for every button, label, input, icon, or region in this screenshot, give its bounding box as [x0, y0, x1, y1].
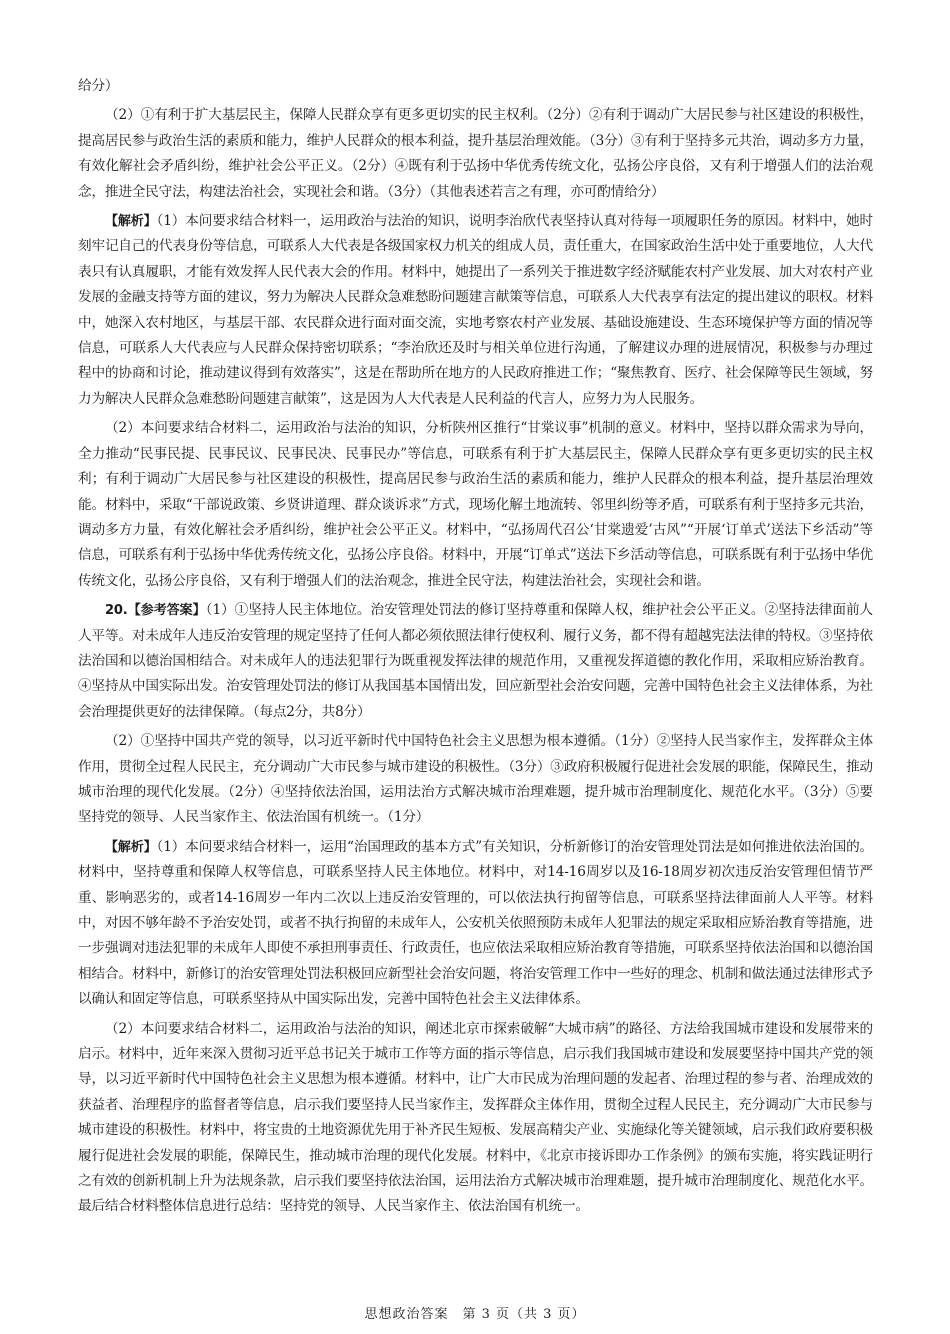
answer-19-part-2 [78, 103, 873, 205]
paragraph-text: （1）①坚持人民主体地位。治安管理处罚法的修订坚持尊重和保障人权，维护社会公平正义。②坚持法律面前人人平等。对未成年人违反治安管理的规定坚持了任何人都必须依照法律行使权利、履行义务，都不得有超越宪法法律的特权。③坚持依法治国和以德治国相结合。对未成年人的违法犯罪行为既重视发挥法律的规范作用，又重视发挥道德的教化作用，采取相应矫治教育。④坚持从中国实际出发。治安管理处罚法的修订从我国基本国情出发，回应新型社会治安问题，完善中国特色社会主义法律体系，为社会治理提供更好的法律保障。（每点2分，共8分） [78, 602, 873, 720]
answer-20-part-2 [78, 729, 873, 831]
paragraph-continuation [78, 74, 873, 99]
page-footer: 思想政治答案 第 3 页（共 3 页） [364, 1307, 586, 1322]
paragraph-text: （1）本问要求结合材料一，运用“治国理政的基本方式”有关知识，分析新修订的治安管理处罚法是如何推进依法治国的。材料中，坚持尊重和保障人权等信息，可联系坚持人民主体地位。材料中，对14-16周岁以及16-18周岁初次违反治安管理但情节严重、影响恶劣的，或者14-16周岁一年内二次以上违反治安管理的，可以依法执行拘留等信息，可联系坚持法律面前人人平等。材料中，对因不够年龄不予治安处罚，或者不执行拘留的未成年人，公安机关依照预防未成年人犯罪法的规定采取相应矫治教育等措施，进一步强调对违法犯罪的未成年人即使不承担刑事责任、行政责任，也应依法采取相应矫治教育等措施，可联系坚持依法治国和以德治国相结合。材料中，新修订的治安管理处罚法积极回应新型社会治安问题，将治安管理工作中一些好的理念、机制和做法通过法律形式予以确认和固定等信息，可联系坚持从中国实际出发，完善中国特色社会主义法律体系。 [78, 838, 873, 1008]
paragraph-text: （2）本问要求结合材料二，运用政治与法治的知识，分析陕州区推行“甘棠议事”机制的意义。材料中，坚持以群众需求为导向，全力推动“民事民提、民事民议、民事民决、民事民办”等信息，可联系有利于扩大基层民主，保障人民群众享有更多更切实的民主权利；有利于调动广大居民参与社区建设的积极性，提高居民参与政治生活的素质和能力，维护人民群众的根本利益，提升基层治理效能。材料中，采取“干部说政策、乡贤讲道理、群众谈诉求”方式，现场化解土地流转、邻里纠纷等矛盾，可联系有利于坚持多元共治，调动多方力量，有效化解社会矛盾纠纷，维护社会公平正义。材料中，“弘扬周代召公‘甘棠遗爱’古风”“开展‘订单式’送法下乡活动”等信息，可联系有利于弘扬中华优秀传统文化，弘扬公序良俗。材料中，开展“订单式”送法下乡活动等信息，可联系既有利于弘扬中华优传统文化，弘扬公序良俗，又有利于增强人们的法治观念，推进全民守法，构建法治社会，实现社会和谐。 [78, 420, 873, 589]
analysis-tag: 【解析】 [105, 214, 157, 230]
reference-answer-tag: 20.【参考答案】 [105, 603, 206, 619]
analysis-19-part-2 [78, 416, 873, 594]
paragraph-text: （2）本问要求结合材料二，运用政治与法治的知识，阐述北京市探索破解“大城市病”的路径、方法给我国城市建设和发展带来的启示。材料中，近年来深入贯彻习近平总书记关于城市工作等方面的指示等信息，启示我们我国城市建设和发展要坚持中国共产党的领导，以习近平新时代中国特色社会主义思想为根本遵循。材料中，让广大市民成为治理问题的发起者、治理过程的参与者、治理成效的获益者、治理程序的监督者等信息，启示我们要坚持人民当家作主，发挥群众主体作用，贯彻全过程人民民主，充分调动广大市民参与城市建设的积极性。材料中，将宝贵的土地资源优先用于补齐民生短板、发展高精尖产业、实施绿化等关键领域，启示我们政府要积极履行促进社会发展的职能，保障民生，推动城市治理的现代化发展。材料中，《北京市接诉即办工作条例》的颁布实施，将实践证明行之有效的创新机制上升为法规条款，启示我们要坚持依法治国，运用法治方式解决城市治理难题，提升城市治理制度化、规范化水平。最后结合材料整体信息进行总结：坚持党的领导、人民当家作主、依法治国有机统一。 [78, 1020, 873, 1215]
analysis-20-part-2 [78, 1017, 873, 1220]
paragraph-text: （2）①坚持中国共产党的领导，以习近平新时代中国特色社会主义思想为根本遵循。（1分）②坚持人民当家作主，发挥群众主体作用，贯彻全过程人民民主，充分调动广大市民参与城市建设的积极性。（3分）③政府积极履行促进社会发展的职能，保障民生，推动城市治理的现代化发展。（2分）④坚持依法治国，运用法治方式解决城市治理难题，提升城市治理制度化、规范化水平。（3分）⑤要坚持党的领导、人民当家作主、依法治国有机统一。（1分） [78, 733, 873, 826]
analysis-tag: 【解析】 [105, 839, 157, 855]
paragraph-text: （2）①有利于扩大基层民主，保障人民群众享有更多更切实的民主权利。（2分）②有利于调动广大居民参与社区建设的积极性，提高居民参与政治生活的素质和能力，维护人民群众的根本利益，提升基层治理效能。（3分）③有利于坚持多元共治，调动多方力量，有效化解社会矛盾纠纷，维护社会公平正义。（2分）④既有利于弘扬中华优秀传统文化，弘扬公序良俗，又有利于增强人们的法治观念，推进全民守法，构建法治社会，实现社会和谐。（3分）（其他表述若言之有理，亦可酌情给分） [78, 107, 873, 200]
paragraph-text: 给分） [78, 78, 119, 94]
answer-20-part-1 [78, 598, 873, 725]
answer-page [78, 74, 873, 1224]
paragraph-text: （1）本问要求结合材料一，运用政治与法治的知识，说明李治欣代表坚持认真对待每一项履职任务的原因。材料中，她时刻牢记自己的代表身份等信息，可联系人大代表是各级国家权力机关的组成人员，责任重大，在国家政治生活中处于重要地位，人大代表只有认真履职，才能有效发挥人民代表大会的作用。材料中，她提出了一系列关于推进数字经济赋能农村产业发展、加大对农村产业发展的金融支持等方面的建议，努力为解决人民群众急难愁盼问题建言献策等信息，可联系人大代表享有法定的提出建议的职权。材料中，她深入农村地区，与基层干部、农民群众进行面对面交流，实地考察农村产业发展、基础设施建设、生态环境保护等方面的情况等信息，可联系人大代表应与人民群众保持密切联系；“李治欣还及时与相关单位进行沟通，了解建议办理的进展情况，积极参与办理过程中的协商和讨论，推动建议得到有效落实”，这是在帮助所在地方的人民政府推进工作；“聚焦教育、医疗、社会保障等民生领域，努力为解决人民群众急难愁盼问题建言献策”，这是因为人大代表是人民利益的代言人，应努力为人民服务。 [78, 213, 874, 407]
analysis-19-part-1 [78, 209, 873, 412]
analysis-20-part-1 [78, 835, 873, 1013]
